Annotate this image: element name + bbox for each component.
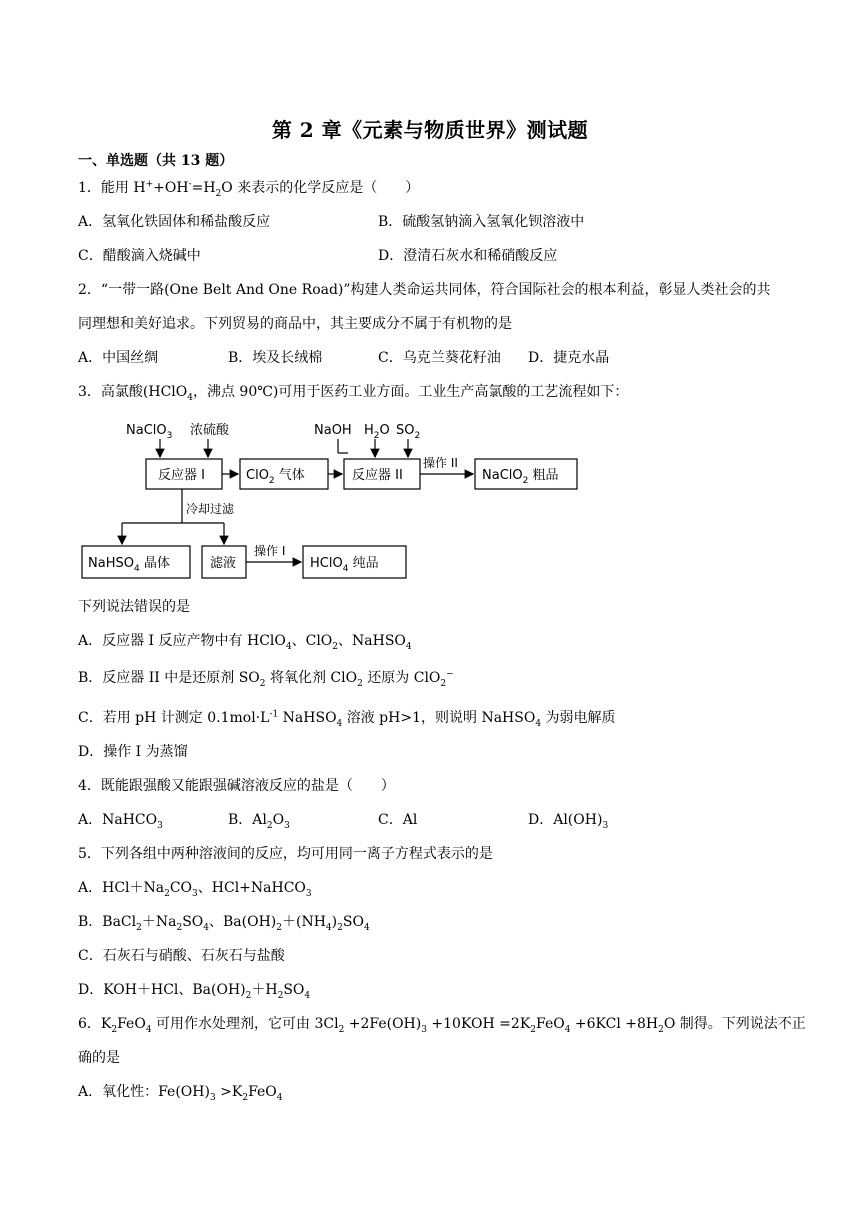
- diagram-label-hclo4-pure: HClO$_4$ 纯品: [310, 556, 379, 574]
- question-4-option-b: B．$Al_2O_3$: [228, 812, 290, 831]
- diagram-label-operation-1: 操作 I: [254, 544, 286, 558]
- question-3-stem: 3．高氯酸(HClO$_4$，沸点 90℃)可用于医药工业方面。工业生产高氯酸的工艺流程如下：: [78, 384, 629, 403]
- question-4-option-a: A．NaHCO$_3$: [78, 812, 163, 831]
- question-2-option-d: D．捷克水晶: [528, 350, 610, 366]
- question-2-stem-line1: 2．“一带一路(One Belt And One Road)”构建人类命运共同体，符合国际社会的根本利益，彰显人类社会的共: [78, 282, 771, 298]
- question-5-option-a: A．$HCl+Na_2CO_3$、HCl+NaHCO$_3$: [78, 880, 312, 899]
- question-4-option-d: D．$Al(OH)_3$: [528, 812, 609, 831]
- question-3-option-d: D．操作 I 为蒸馏: [78, 744, 188, 760]
- question-4-option-c: C．Al: [378, 812, 418, 828]
- question-5-stem: 5．下列各组中两种溶液间的反应，均可用同一离子方程式表示的是: [78, 846, 493, 862]
- section-heading: 一、单选题（共 13 题）: [78, 153, 234, 169]
- question-1-option-a: A．氢氧化铁固体和稀盐酸反应: [78, 214, 271, 230]
- diagram-label-clo2: ClO$_2$ 气体: [246, 468, 305, 486]
- question-1-stem: 1．能用 $H^++OH^-=H_2O$ 来表示的化学反应是（ ）: [78, 179, 420, 199]
- diagram-label-operation-2: 操作 II: [423, 456, 458, 470]
- diagram-label-so2: $SO_2$: [396, 423, 421, 441]
- question-3-option-a: A．反应器 I 反应产物中有 HClO$_4$、ClO$_2$、NaHSO$_4$: [78, 633, 412, 652]
- diagram-label-cooling-filtration: 冷却过滤: [186, 502, 235, 516]
- diagram-label-nahso4-crystal: NaHSO$_4$ 晶体: [88, 556, 170, 574]
- question-6-stem-line1: 6．$K_2FeO_4$ 可用作水处理剂，它可由 $3Cl_2 +2Fe(OH)_3 +10KOH =2K_2FeO_4 +6KCl +8H_2O$ 制得。下列说法不正: [78, 1016, 806, 1035]
- page-title: 第 2 章《元素与物质世界》测试题: [271, 118, 589, 142]
- diagram-label-reactor-1: 反应器 I: [158, 468, 205, 483]
- question-2-option-b: B．埃及长绒棉: [228, 350, 323, 366]
- diagram-label-naoh: NaOH: [314, 423, 352, 438]
- question-1-option-b: B．硫酸氢钠滴入氢氧化钡溶液中: [378, 214, 585, 230]
- diagram-label-naclo2-crude: NaClO$_2$ 粗品: [482, 468, 559, 486]
- question-5-option-b: B．$BaCl_2+Na_2SO_4$、$Ba(OH)_2+(NH_4)_2SO_4$: [78, 914, 370, 933]
- question-1-option-c: C．醋酸滴入烧碱中: [78, 248, 201, 264]
- question-2-option-a: A．中国丝绸: [78, 350, 159, 366]
- question-4-stem: 4．既能跟强酸又能跟强碱溶液反应的盐是（ ）: [78, 778, 395, 794]
- question-3-option-c: C．若用 pH 计测定 $0.1mol\cdot L^{-1}$ NaHSO$_4$ 溶液 pH>1，则说明 NaHSO$_4$ 为弱电解质: [78, 709, 616, 729]
- question-6-option-a: A．氧化性：$Fe(OH)_3 >K_2FeO_4$: [78, 1084, 283, 1103]
- diagram-label-filtrate: 滤液: [210, 556, 237, 571]
- question-6-stem-line2: 确的是: [78, 1050, 120, 1066]
- process-flow-diagram: [78, 413, 598, 585]
- diagram-label-reactor-2: 反应器 II: [352, 468, 403, 483]
- question-5-option-d: D．KOH＋HCl、$Ba(OH)_2+H_2SO_4$: [78, 982, 311, 1001]
- diagram-label-h2o: $H_2O$: [364, 423, 390, 441]
- question-3-option-b: B．反应器 II 中是还原剂 $SO_2$ 将氧化剂 ClO$_2$ 还原为 ClO$_2$−: [78, 669, 454, 689]
- question-3-ask: 下列说法错误的是: [78, 599, 190, 615]
- question-5-option-c: C．石灰石与硝酸、石灰石与盐酸: [78, 948, 285, 964]
- diagram-label-naclo3: NaClO$_3$: [126, 423, 173, 441]
- question-2-stem-line2: 同理想和美好追求。下列贸易的商品中，其主要成分不属于有机物的是: [78, 316, 512, 332]
- diagram-label-conc-h2so4: 浓硫酸: [190, 423, 230, 438]
- question-1-option-d: D．澄清石灰水和稀硝酸反应: [378, 248, 558, 264]
- question-2-option-c: C．乌克兰葵花籽油: [378, 350, 501, 366]
